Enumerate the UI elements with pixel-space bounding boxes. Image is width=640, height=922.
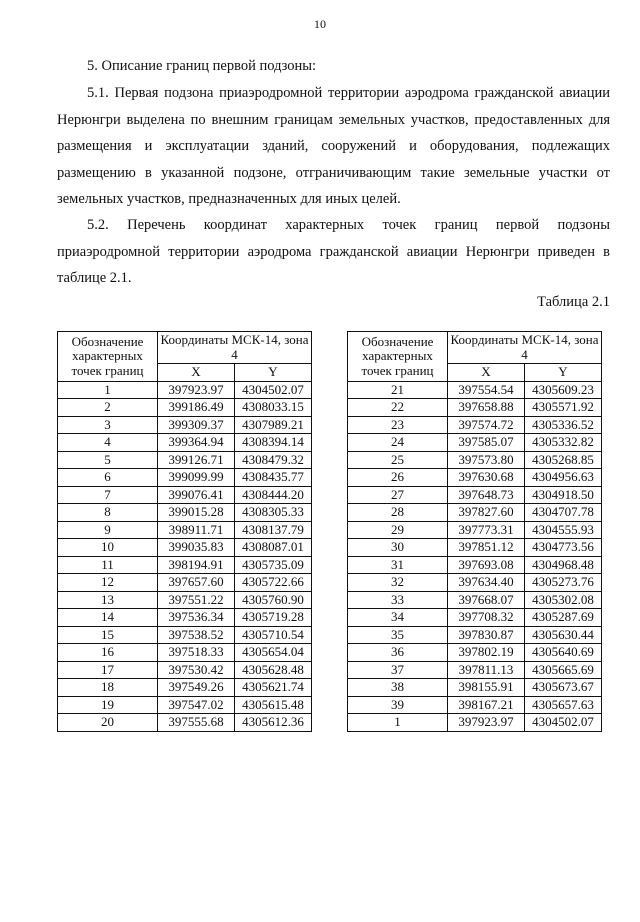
y-coordinate-cell: 4305640.69 <box>525 644 602 662</box>
y-coordinate-cell: 4305615.48 <box>235 696 312 714</box>
y-coordinate-cell: 4308435.77 <box>235 469 312 487</box>
y-coordinate-cell: 4305302.08 <box>525 591 602 609</box>
x-coordinate-cell: 399076.41 <box>158 486 235 504</box>
x-coordinate-cell: 399186.49 <box>158 399 235 417</box>
y-coordinate-cell: 4305673.67 <box>525 679 602 697</box>
point-id-cell: 24 <box>348 434 448 452</box>
point-id-cell: 10 <box>58 539 158 557</box>
point-id-cell: 36 <box>348 644 448 662</box>
x-coordinate-cell: 397708.32 <box>448 609 525 627</box>
y-coordinate-cell: 4305630.44 <box>525 626 602 644</box>
table-row <box>348 661 602 679</box>
x-coordinate-cell: 397518.33 <box>158 644 235 662</box>
x-coordinate-cell: 397658.88 <box>448 399 525 417</box>
y-coordinate-cell: 4305719.28 <box>235 609 312 627</box>
point-id-cell: 37 <box>348 661 448 679</box>
y-coordinate-cell: 4305621.74 <box>235 679 312 697</box>
x-coordinate-cell: 397851.12 <box>448 539 525 557</box>
x-coordinate-cell: 397811.13 <box>448 661 525 679</box>
point-id-cell: 12 <box>58 574 158 592</box>
point-id-cell: 3 <box>58 416 158 434</box>
y-coordinate-cell: 4305571.92 <box>525 399 602 417</box>
coordinates-table-right <box>347 331 602 732</box>
x-coordinate-cell: 397555.68 <box>158 714 235 732</box>
y-coordinate-cell: 4305657.63 <box>525 696 602 714</box>
x-coordinate-cell: 397827.60 <box>448 504 525 522</box>
table-row <box>348 434 602 452</box>
table-row <box>58 556 312 574</box>
x-coordinate-cell: 397668.07 <box>448 591 525 609</box>
table-row <box>58 661 312 679</box>
point-id-cell: 35 <box>348 626 448 644</box>
point-id-cell: 9 <box>58 521 158 539</box>
y-coordinate-cell: 4305628.48 <box>235 661 312 679</box>
x-coordinate-cell: 399015.28 <box>158 504 235 522</box>
x-coordinate-cell: 397585.07 <box>448 434 525 452</box>
x-coordinate-cell: 398911.71 <box>158 521 235 539</box>
x-coordinate-cell: 398194.91 <box>158 556 235 574</box>
table-row <box>58 609 312 627</box>
table-row <box>348 504 602 522</box>
y-coordinate-cell: 4305760.90 <box>235 591 312 609</box>
point-id-cell: 26 <box>348 469 448 487</box>
header-coords-label: Координаты МСК-14, зона 4 <box>158 332 312 364</box>
x-coordinate-cell: 399364.94 <box>158 434 235 452</box>
point-id-cell: 11 <box>58 556 158 574</box>
x-coordinate-cell: 397830.87 <box>448 626 525 644</box>
table-row <box>58 539 312 557</box>
table-row <box>348 714 602 732</box>
y-coordinate-cell: 4305722.66 <box>235 574 312 592</box>
y-coordinate-cell: 4305710.54 <box>235 626 312 644</box>
table-body-right <box>348 381 602 731</box>
point-id-cell: 17 <box>58 661 158 679</box>
coordinates-table-left <box>57 331 312 732</box>
y-coordinate-cell: 4304707.78 <box>525 504 602 522</box>
point-id-cell: 32 <box>348 574 448 592</box>
table-row <box>348 696 602 714</box>
y-coordinate-cell: 4305665.69 <box>525 661 602 679</box>
x-coordinate-cell: 397549.26 <box>158 679 235 697</box>
point-id-cell: 18 <box>58 679 158 697</box>
x-coordinate-cell: 397554.54 <box>448 381 525 399</box>
table-row <box>348 416 602 434</box>
header-y: Y <box>235 364 312 382</box>
y-coordinate-cell: 4304502.07 <box>525 714 602 732</box>
x-coordinate-cell: 397923.97 <box>448 714 525 732</box>
point-id-cell: 4 <box>58 434 158 452</box>
x-coordinate-cell: 397573.80 <box>448 451 525 469</box>
y-coordinate-cell: 4305654.04 <box>235 644 312 662</box>
y-coordinate-cell: 4305273.76 <box>525 574 602 592</box>
table-row <box>58 434 312 452</box>
paragraph-5-2: 5.2. Перечень координат характерных точек границ первой подзоны приаэродромной территории аэродрома гражданской авиации Нерюнгри приведен в таблице 2.1. <box>57 217 610 286</box>
x-coordinate-cell: 397802.19 <box>448 644 525 662</box>
point-id-cell: 1 <box>58 381 158 399</box>
table-row <box>58 714 312 732</box>
y-coordinate-cell: 4304968.48 <box>525 556 602 574</box>
header-point-label: Обозначение характерных точек границ <box>58 332 158 382</box>
header-coords-label: Координаты МСК-14, зона 4 <box>448 332 602 364</box>
table-row <box>58 486 312 504</box>
table-row <box>348 539 602 557</box>
point-id-cell: 20 <box>58 714 158 732</box>
point-id-cell: 38 <box>348 679 448 697</box>
table-row <box>58 399 312 417</box>
table-row <box>348 399 602 417</box>
point-id-cell: 16 <box>58 644 158 662</box>
table-row <box>348 381 602 399</box>
point-id-cell: 1 <box>348 714 448 732</box>
x-coordinate-cell: 399126.71 <box>158 451 235 469</box>
y-coordinate-cell: 4308479.32 <box>235 451 312 469</box>
x-coordinate-cell: 397657.60 <box>158 574 235 592</box>
header-point-label: Обозначение характерных точек границ <box>348 332 448 382</box>
y-coordinate-cell: 4308444.20 <box>235 486 312 504</box>
y-coordinate-cell: 4305612.36 <box>235 714 312 732</box>
table-body-left <box>58 381 312 731</box>
point-id-cell: 27 <box>348 486 448 504</box>
point-id-cell: 33 <box>348 591 448 609</box>
x-coordinate-cell: 398155.91 <box>448 679 525 697</box>
point-id-cell: 34 <box>348 609 448 627</box>
table-row <box>348 609 602 627</box>
point-id-cell: 29 <box>348 521 448 539</box>
y-coordinate-cell: 4304918.50 <box>525 486 602 504</box>
table-row <box>58 469 312 487</box>
point-id-cell: 6 <box>58 469 158 487</box>
point-id-cell: 5 <box>58 451 158 469</box>
y-coordinate-cell: 4308033.15 <box>235 399 312 417</box>
x-coordinate-cell: 397547.02 <box>158 696 235 714</box>
x-coordinate-cell: 397530.42 <box>158 661 235 679</box>
table-row <box>58 381 312 399</box>
point-id-cell: 30 <box>348 539 448 557</box>
table-caption: Таблица 2.1 <box>537 294 610 310</box>
x-coordinate-cell: 397693.08 <box>448 556 525 574</box>
x-coordinate-cell: 397630.68 <box>448 469 525 487</box>
table-row <box>58 521 312 539</box>
table-row <box>348 626 602 644</box>
table-row <box>348 679 602 697</box>
point-id-cell: 25 <box>348 451 448 469</box>
y-coordinate-cell: 4308087.01 <box>235 539 312 557</box>
table-row <box>58 451 312 469</box>
table-row <box>348 556 602 574</box>
table-row <box>58 696 312 714</box>
point-id-cell: 19 <box>58 696 158 714</box>
x-coordinate-cell: 397536.34 <box>158 609 235 627</box>
table-row <box>58 574 312 592</box>
point-id-cell: 2 <box>58 399 158 417</box>
y-coordinate-cell: 4308394.14 <box>235 434 312 452</box>
table-row <box>348 574 602 592</box>
table-row <box>348 521 602 539</box>
y-coordinate-cell: 4308305.33 <box>235 504 312 522</box>
y-coordinate-cell: 4307989.21 <box>235 416 312 434</box>
point-id-cell: 23 <box>348 416 448 434</box>
y-coordinate-cell: 4304555.93 <box>525 521 602 539</box>
y-coordinate-cell: 4304773.56 <box>525 539 602 557</box>
table-row <box>58 679 312 697</box>
table-row <box>348 469 602 487</box>
point-id-cell: 39 <box>348 696 448 714</box>
table-row <box>348 591 602 609</box>
x-coordinate-cell: 399309.37 <box>158 416 235 434</box>
table-row <box>348 644 602 662</box>
y-coordinate-cell: 4305609.23 <box>525 381 602 399</box>
x-coordinate-cell: 397574.72 <box>448 416 525 434</box>
point-id-cell: 8 <box>58 504 158 522</box>
table-row <box>348 486 602 504</box>
x-coordinate-cell: 397923.97 <box>158 381 235 399</box>
table-row <box>58 591 312 609</box>
point-id-cell: 13 <box>58 591 158 609</box>
point-id-cell: 31 <box>348 556 448 574</box>
point-id-cell: 14 <box>58 609 158 627</box>
page-number: 10 <box>314 17 326 31</box>
header-x: X <box>448 364 525 382</box>
section-heading: 5. Описание границ первой подзоны: <box>87 58 317 74</box>
y-coordinate-cell: 4304502.07 <box>235 381 312 399</box>
y-coordinate-cell: 4305735.09 <box>235 556 312 574</box>
x-coordinate-cell: 397773.31 <box>448 521 525 539</box>
table-row <box>58 626 312 644</box>
y-coordinate-cell: 4308137.79 <box>235 521 312 539</box>
x-coordinate-cell: 397551.22 <box>158 591 235 609</box>
table-row <box>58 504 312 522</box>
table-row <box>348 451 602 469</box>
point-id-cell: 22 <box>348 399 448 417</box>
table-row <box>58 644 312 662</box>
point-id-cell: 21 <box>348 381 448 399</box>
x-coordinate-cell: 397538.52 <box>158 626 235 644</box>
point-id-cell: 15 <box>58 626 158 644</box>
point-id-cell: 28 <box>348 504 448 522</box>
x-coordinate-cell: 399035.83 <box>158 539 235 557</box>
header-x: X <box>158 364 235 382</box>
x-coordinate-cell: 398167.21 <box>448 696 525 714</box>
header-y: Y <box>525 364 602 382</box>
x-coordinate-cell: 397634.40 <box>448 574 525 592</box>
table-row <box>58 416 312 434</box>
x-coordinate-cell: 397648.73 <box>448 486 525 504</box>
y-coordinate-cell: 4305332.82 <box>525 434 602 452</box>
x-coordinate-cell: 399099.99 <box>158 469 235 487</box>
point-id-cell: 7 <box>58 486 158 504</box>
paragraph-5-1: 5.1. Первая подзона приаэродромной территории аэродрома гражданской авиации Нерюнгри выделена по внешним границам земельных участков, предоставленных для размещения и эксплуатации зданий, сооружений и оборудования, подлежащих размещению в указанной подзоне, отграничивающим такие земельные участки от земельных участков, предназначенных для иных целей. <box>57 85 610 207</box>
y-coordinate-cell: 4305268.85 <box>525 451 602 469</box>
y-coordinate-cell: 4304956.63 <box>525 469 602 487</box>
y-coordinate-cell: 4305287.69 <box>525 609 602 627</box>
y-coordinate-cell: 4305336.52 <box>525 416 602 434</box>
